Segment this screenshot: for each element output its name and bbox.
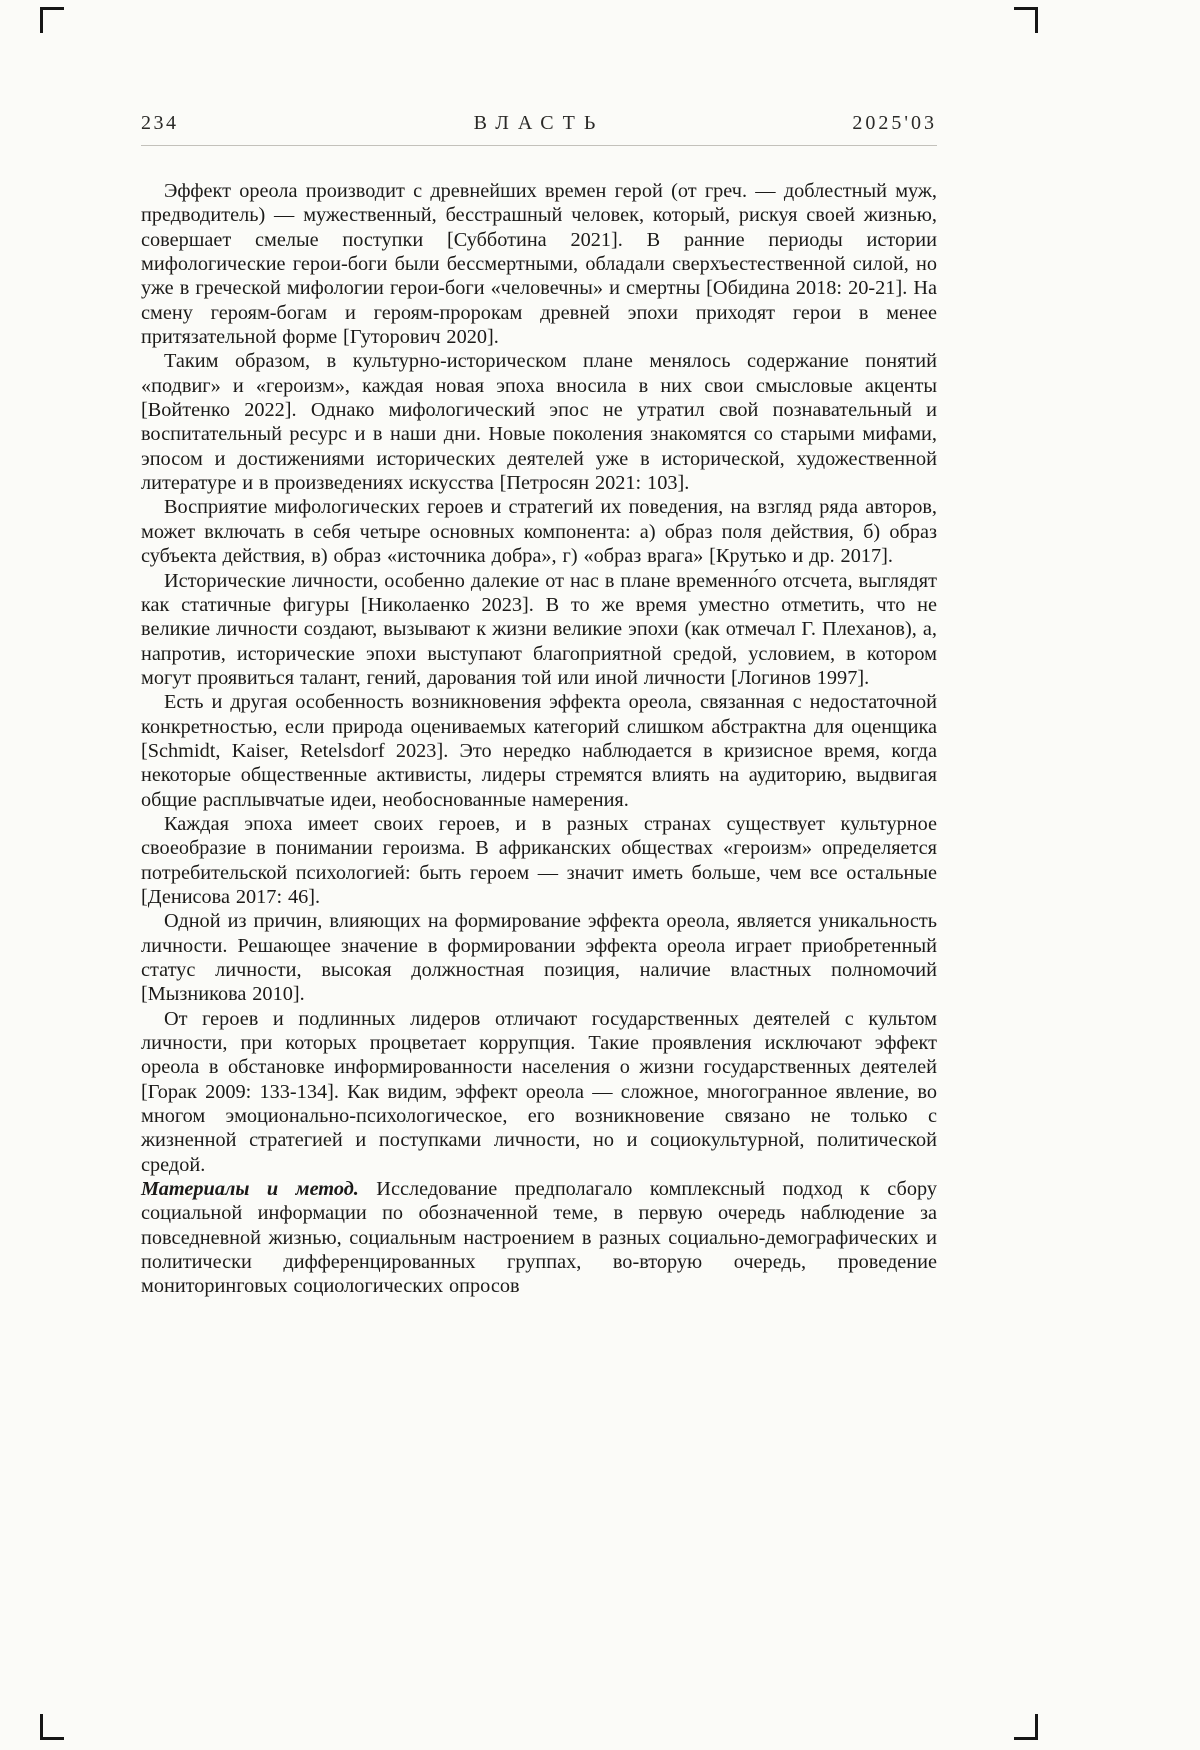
paragraph: Эффект ореола производит с древнейших времен герой (от греч. — доблестный муж, предводитель) — мужественный, бесстрашный человек, который, рискуя своей жизнью, совершает смелые поступки [Субботина 2021]. В ранние периоды истории мифологические герои-боги были бессмертными, обладали сверхъестественной силой, но уже в греческой мифологии герои-боги «человечны» и смертны [Обидина 2018: 20-21]. На смену героям-богам и героям-пророкам древней эпохи приходят герои в менее притязательной форме [Гуторович 2020]. xyxy=(141,180,937,349)
paragraph: Есть и другая особенность возникновения эффекта ореола, связанная с недостаточной конкретностью, если природа оцениваемых категорий слишком абстрактна для оценщика [Schmidt, Kaiser, Retelsdorf 2023]. Это нередко наблюдается в кризисное время, когда некоторые общественные активисты, лидеры стремятся влиять на аудиторию, выдвигая общие расплывчатые идеи, необоснованные намерения. xyxy=(141,691,937,811)
paragraph-text: Исследование предполагало комплексный подход к сбору социальной информации по обозначенной теме, в первую очередь наблюдение за повседневной жизнью, социальным настроением в разных социально-демографических и политически дифференцированных группах, во-вторую очередь, проведение мониторинговых социологических опросов xyxy=(141,1178,937,1298)
paragraph: Таким образом, в культурно-историческом плане менялось содержание понятий «подвиг» и «героизм», каждая новая эпоха вносила в них свои смысловые акценты [Войтенко 2022]. Однако мифологический эпос не утратил свой познавательный и воспитательный ресурс и в наши дни. Новые поколения знакомятся со старыми мифами, эпосом и достижениями исторических деятелей уже в исторической, художественной литературе и в произведениях искусства [Петросян 2021: 103]. xyxy=(141,350,937,495)
paragraph: Исторические личности, особенно далекие от нас в плане временно́го отсчета, выглядят как статичные фигуры [Николаенко 2023]. В то же время уместно отметить, что не великие личности создают, вызывают к жизни великие эпохи (как отмечал Г. Плеханов), а, напротив, исторические эпохи выступают благоприятной средой, условием, в котором могут проявиться талант, гений, дарования той или иной личности [Логинов 1997]. xyxy=(141,569,937,689)
crop-mark-top-right xyxy=(1014,7,1038,33)
page-number: 234 xyxy=(141,112,179,134)
journal-title: ВЛАСТЬ xyxy=(473,112,605,134)
page-content xyxy=(141,112,937,1299)
paragraph: Восприятие мифологических героев и стратегий их поведения, на взгляд ряда авторов, может включать в себя четыре основных компонента: а) образ поля действия, б) образ субъекта действия, в) образ «источника добра», г) «образ врага» [Крутько и др. 2017]. xyxy=(141,496,937,568)
running-head xyxy=(141,112,937,146)
crop-mark-bottom-right xyxy=(1014,1714,1038,1740)
crop-mark-bottom-left xyxy=(40,1714,64,1740)
journal-issue: 2025'03 xyxy=(852,112,937,134)
paragraph: Каждая эпоха имеет своих героев, и в разных странах существует культурное своеобразие в понимании героизма. В африканских обществах «героизм» определяется потребительской психологией: быть героем — значит иметь больше, чем все остальные [Денисова 2017: 46]. xyxy=(141,812,937,908)
paragraph-lead: Материалы и метод. xyxy=(141,1178,359,1201)
paragraph-materials-method xyxy=(141,1177,937,1299)
paragraph: Одной из причин, влияющих на формирование эффекта ореола, является уникальность личности. Решающее значение в формировании эффекта ореола играет приобретенный статус личности, высокая должностная позиция, наличие властных полномочий [Мызникова 2010]. xyxy=(141,910,937,1006)
crop-mark-top-left xyxy=(40,7,64,33)
article-body xyxy=(141,179,937,1299)
paragraph: От героев и подлинных лидеров отличают государственных деятелей с культом личности, при которых процветает коррупция. Такие проявления исключают эффект ореола в обстановке информированности населения о жизни государственных деятелей [Горак 2009: 133-134]. Как видим, эффект ореола — сложное, многогранное явление, во многом эмоционально-психологическое, его возникновение связано не только с жизненной стратегией и поступками личности, но и социокультурной, политической средой. xyxy=(141,1007,937,1176)
